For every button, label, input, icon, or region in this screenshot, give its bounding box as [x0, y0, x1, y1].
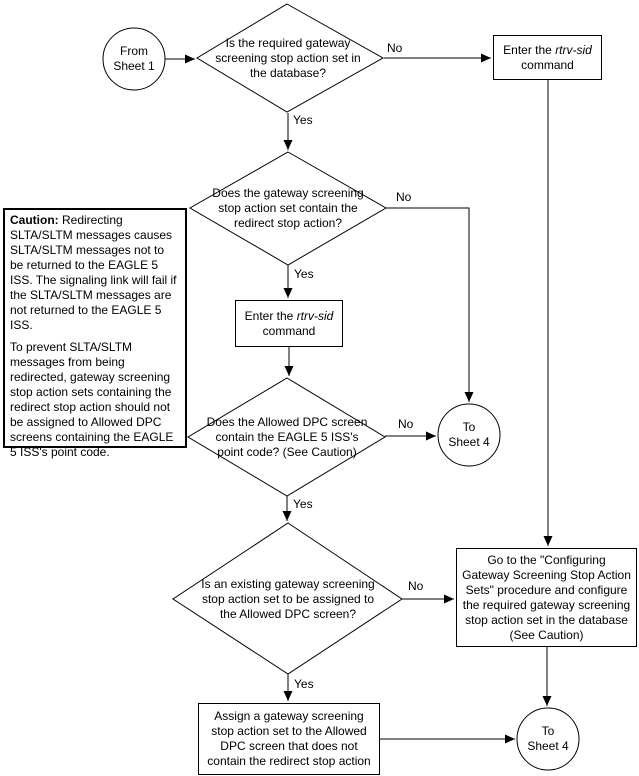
- decision-stop-action-in-db-label: Is the required gateway screening stop action set in the database?: [215, 35, 361, 80]
- to-sheet4-a-label: [438, 404, 500, 466]
- decision-redirect-stop-action-label: Does the gateway screening stop action set contain the redirect stop action?: [212, 185, 364, 230]
- enter-rtrv-sid-top-prefix: Enter the: [503, 42, 552, 57]
- to-sheet4-a-line2: Sheet 4: [448, 435, 490, 449]
- decision-allowed-dpc-label: Does the Allowed DPC screen contain the EAGLE 5 ISS's point code? (See Caution): [206, 414, 368, 459]
- caution-paragraph-1: [10, 213, 180, 333]
- process-enter-rtrv-sid-mid: [235, 300, 343, 347]
- caution-paragraph-2: To prevent SLTA/SLTM messages from being redirected, gateway screening stop action sets containing the redirect stop action should not be assigned to Allowed DPC screens containing the EAGLE 5 ISS's point code.: [10, 340, 174, 459]
- edge-label-yes-4: Yes: [294, 677, 314, 691]
- enter-rtrv-sid-mid-command: rtrv-sid: [296, 308, 334, 323]
- from-sheet1-line2: Sheet 1: [113, 59, 155, 73]
- edge-label-no-1: No: [387, 41, 403, 55]
- from-sheet1-label: [103, 28, 165, 90]
- caution-label: Caution:: [10, 213, 59, 227]
- decision-existing-set-label: Is an existing gateway screening stop action set to be assigned to the Allowed DPC screen?: [201, 576, 375, 621]
- edge-label-no-4: No: [408, 579, 424, 593]
- enter-rtrv-sid-top-suffix: command: [521, 57, 574, 72]
- connector-d2-no-to-sheet4-a: [386, 208, 469, 402]
- enter-rtrv-sid-top-command: rtrv-sid: [555, 42, 592, 57]
- enter-rtrv-sid-mid-text: [240, 309, 338, 339]
- enter-rtrv-sid-top-text: [498, 43, 597, 73]
- to-sheet4-b-line2: Sheet 4: [527, 739, 569, 753]
- process-assign-set: Assign a gateway screening stop action set to the Allowed DPC screen that does not contain the redirect stop action: [198, 703, 380, 775]
- caution-note: [3, 208, 187, 459]
- edge-label-yes-2: Yes: [294, 267, 314, 281]
- process-goto-configuring: Go to the "Configuring Gateway Screening Stop Action Sets" procedure and configure the required gateway screening stop action set in the database (See Caution): [456, 548, 637, 647]
- edge-label-yes-3: Yes: [293, 497, 313, 511]
- enter-rtrv-sid-mid-suffix: command: [262, 323, 316, 338]
- to-sheet4-b-label: [517, 708, 579, 770]
- to-sheet4-b-line1: To: [541, 724, 555, 738]
- edge-label-yes-1: Yes: [293, 113, 313, 127]
- to-sheet4-a-line1: To: [462, 420, 476, 434]
- enter-rtrv-sid-mid-prefix: Enter the: [244, 308, 294, 323]
- edge-label-no-2: No: [396, 190, 412, 204]
- edge-label-no-3: No: [398, 417, 414, 431]
- process-enter-rtrv-sid-top: [493, 35, 602, 80]
- caution-para1-text: Redirecting SLTA/SLTM messages causes SLTA/SLTM messages not to be returned to the EAGLE 5 ISS. The signaling link will fail if the SLTA/SLTM messages are not returned to the EAGLE 5 ISS.: [10, 213, 177, 332]
- from-sheet1-line1: From: [120, 44, 148, 58]
